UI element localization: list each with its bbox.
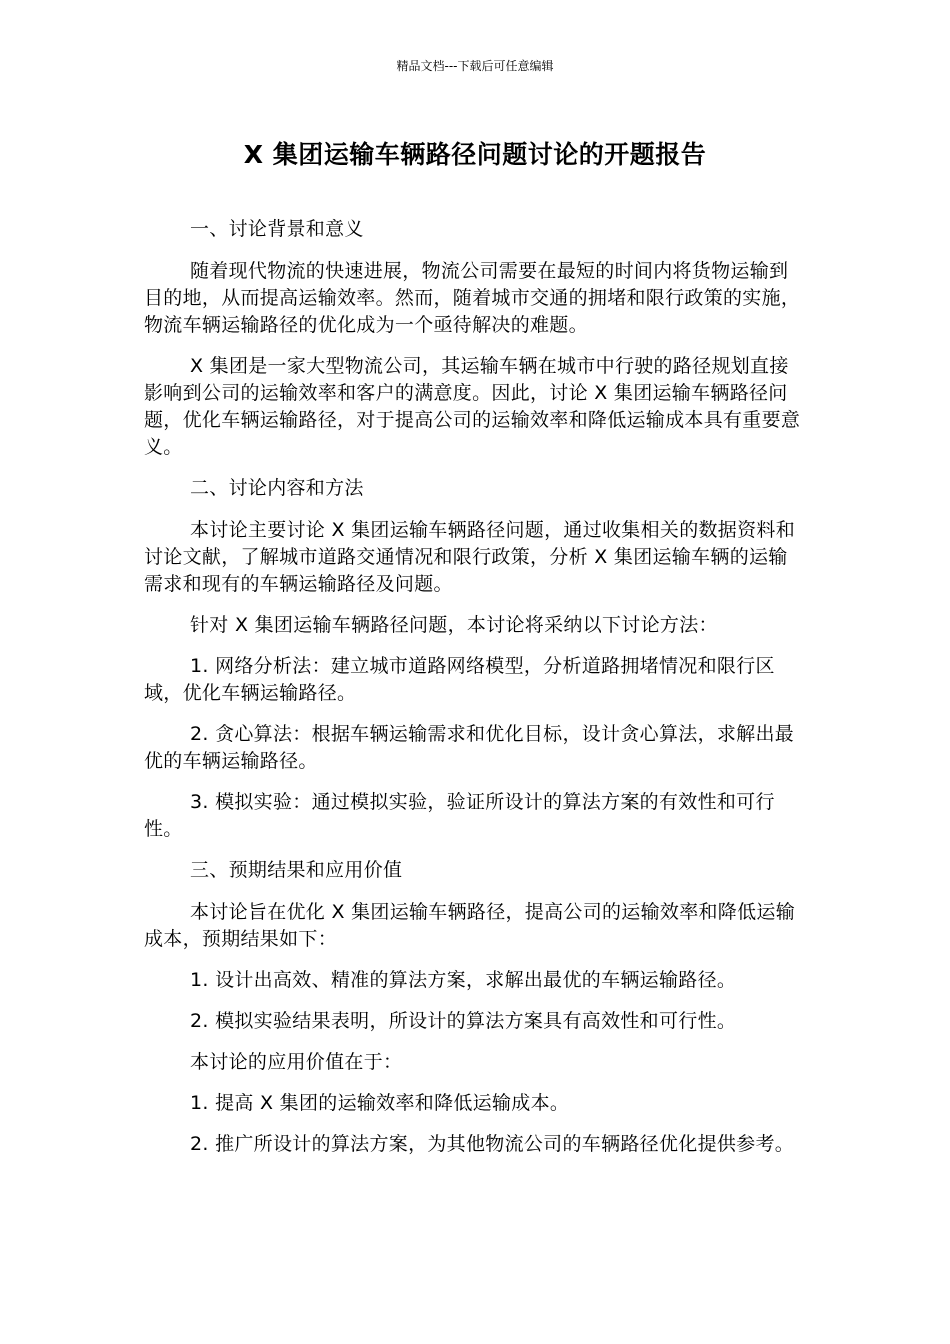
list-item: 2. 模拟实验结果表明，所设计的算法方案具有高效性和可行性。: [190, 1010, 737, 1032]
list-item: 1. 设计出高效、精准的算法方案，求解出最优的车辆运输路径。: [190, 969, 737, 991]
document-title: X 集团运输车辆路径问题讨论的开题报告: [243, 140, 707, 169]
list-item: 2. 贪心算法：根据车辆运输需求和优化目标，设计贪心算法，求解出最优的车辆运输路径。: [144, 723, 795, 772]
paragraph: X 集团是一家大型物流公司，其运输车辆在城市中行驶的路径规划直接影响到公司的运输效率和客户的满意度。因此，讨论 X 集团运输车辆路径问题，优化车辆运输路径，对于提高公司的运输效率和降低运输成本具有重要意义。: [144, 355, 801, 458]
list-item: 2. 推广所设计的算法方案，为其他物流公司的车辆路径优化提供参考。: [190, 1133, 795, 1155]
paragraph: 本讨论的应用价值在于：: [190, 1051, 403, 1073]
paragraph: 本讨论主要讨论 X 集团运输车辆路径问题，通过收集相关的数据资料和讨论文献，了解城市道路交通情况和限行政策，分析 X 集团运输车辆的运输需求和现有的车辆运输路径及问题。: [144, 519, 795, 595]
list-item: 1. 提高 X 集团的运输效率和降低运输成本。: [190, 1092, 570, 1114]
page-header: 精品文档---下载后可任意编辑: [396, 59, 554, 73]
section-heading-expected-results: 三、预期结果和应用价值: [190, 859, 403, 881]
list-item: 3. 模拟实验：通过模拟实验，验证所设计的算法方案的有效性和可行性。: [144, 791, 775, 840]
section-heading-background: 一、讨论背景和意义: [190, 218, 364, 240]
paragraph: 本讨论旨在优化 X 集团运输车辆路径，提高公司的运输效率和降低运输成本，预期结果如下：: [144, 901, 795, 950]
document-body: [144, 216, 804, 1172]
list-item: 1. 网络分析法：建立城市道路网络模型，分析道路拥堵情况和限行区域，优化车辆运输路径。: [144, 655, 775, 704]
paragraph: 针对 X 集团运输车辆路径问题，本讨论将采纳以下讨论方法：: [190, 614, 718, 636]
section-heading-content-methods: 二、讨论内容和方法: [190, 477, 364, 499]
paragraph: 随着现代物流的快速进展，物流公司需要在最短的时间内将货物运输到目的地，从而提高运输效率。然而，随着城市交通的拥堵和限行政策的实施，物流车辆运输路径的优化成为一个亟待解决的难题。: [144, 260, 801, 336]
